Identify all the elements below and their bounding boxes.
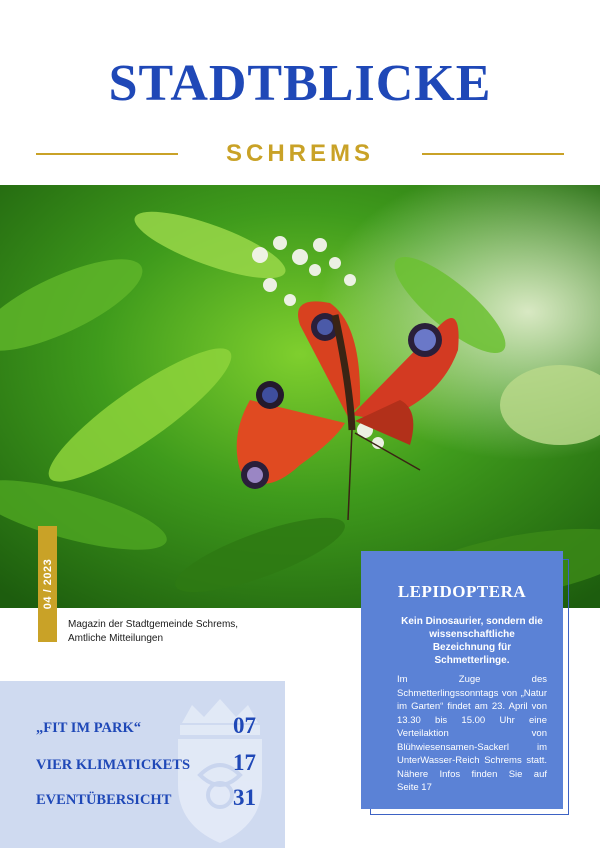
- toc-item[interactable]: [36, 785, 256, 809]
- town-subtitle: SCHREMS: [225, 140, 374, 167]
- subtitle-row: [0, 140, 600, 168]
- issue-number: 04 / 2023: [41, 558, 54, 610]
- toc-item-label: „FIT IM PARK“: [36, 720, 141, 736]
- butterfly-photo-illustration: [0, 185, 600, 608]
- feature-page-ref[interactable]: Seite 17: [397, 782, 432, 793]
- feature-box: [361, 551, 563, 809]
- toc-item[interactable]: [36, 713, 256, 737]
- feature-body-text: Im Zuge des Schmetterlingssonntags von „Natur im Garten“ findet am 23. April von 13.30 bis 15.00 Uhr eine Verteilaktion von Blühwiesensamen-Sackerl im UnterWasser-Reich Schrems statt. Nähere Infos finden Sie auf: [397, 674, 547, 780]
- toc-item-label: EVENTÜBERSICHT: [36, 792, 172, 808]
- toc-item[interactable]: [36, 750, 256, 774]
- tagline-line-1: Magazin der Stadtgemeinde Schrems,: [68, 619, 239, 630]
- masthead: [0, 0, 600, 185]
- table-of-contents: [0, 681, 285, 848]
- feature-title: LEPIDOPTERA: [397, 582, 527, 601]
- toc-item-label: VIER KLIMATICKETS: [36, 757, 191, 773]
- toc-item-page: 07: [233, 713, 256, 738]
- tagline-line-2: Amtliche Mitteilungen: [68, 633, 164, 644]
- toc-item-page: 31: [233, 785, 256, 810]
- tagline: [68, 618, 238, 646]
- cover-photo: [0, 185, 600, 608]
- issue-tab: [38, 526, 57, 642]
- feature-body: [397, 673, 547, 795]
- toc-item-page: 17: [233, 750, 256, 775]
- magazine-title: STADTBLICKE: [108, 55, 492, 112]
- gold-rule-right: [422, 153, 564, 155]
- feature-lead: Kein Dinosaurier, sondern die wissenschaftliche Bezeichnung für Schmetterlinge.: [401, 616, 543, 666]
